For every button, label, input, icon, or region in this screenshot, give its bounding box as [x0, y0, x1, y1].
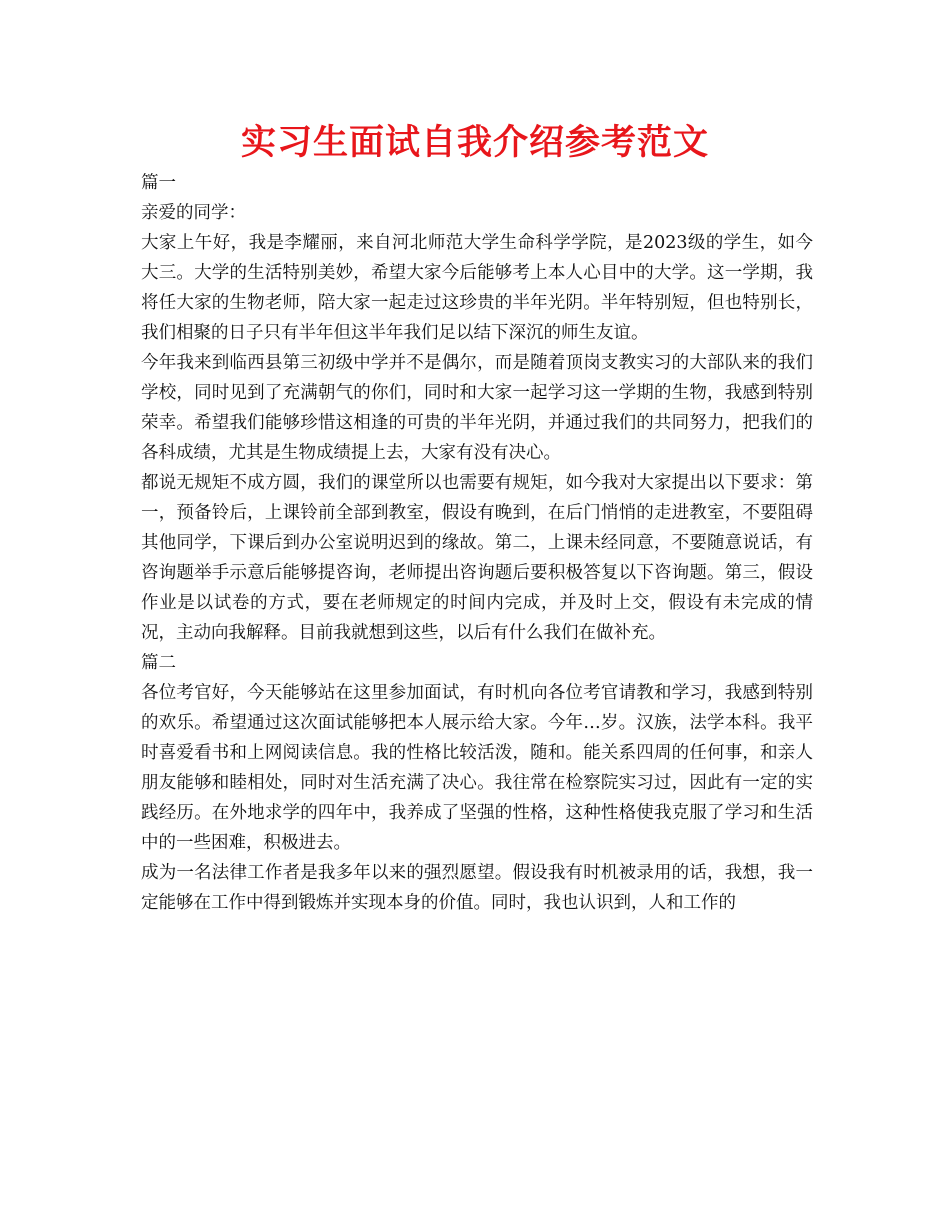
paragraph-arrival: 今年我来到临西县第三初级中学并不是偶尔，而是随着顶岗支教实习的大部队来的我们学校，同时见到了充满朝气的你们，同时和大家一起学习这一学期的生物，我感到特别荣幸。希望我们能够珍惜这相逢的可贵的半年光阴，并通过我们的共同努力，把我们的各科成绩，尤其是生物成绩提上去，大家有没有决心。: [141, 353, 813, 463]
salutation: 亲爱的同学：: [141, 203, 246, 223]
paragraph-rules: 都说无规矩不成方圆，我们的课堂所以也需要有规矩，如今我对大家提出以下要求：第一，预备铃后，上课铃前全部到教室，假设有晚到，在后门悄悄的走进教室，不要阻碍其他同学，下课后到办公室说明迟到的缘故。第二，上课未经同意，不要随意说话，有咨询题举手示意后能够提咨询，老师提出咨询题后要积极答复以下咨询题。第三，假设作业是以试卷的方式，要在老师规定的时间内完成，并及时上交，假设有未完成的情况，主动向我解释。目前我就想到这些，以后有什么我们在做补充。: [141, 473, 813, 643]
paragraph-interview-intro: 各位考官好，今天能够站在这里参加面试，有时机向各位考官请教和学习，我感到特别的欢乐。希望通过这次面试能够把本人展示给大家。今年…岁。汉族，法学本科。我平时喜爱看书和上网阅读信息。我的性格比较活泼，随和。能关系四周的任何事，和亲人朋友能够和睦相处，同时对生活充满了决心。我往常在检察院实习过，因此有一定的实践经历。在外地求学的四年中，我养成了坚强的性格，这种性格使我克服了学习和生活中的一些困难，积极进去。: [141, 683, 813, 853]
section-heading-1: 篇一: [141, 173, 176, 193]
section-heading-2: 篇二: [141, 653, 176, 673]
document-title: 实习生面试自我介绍参考范文: [240, 123, 709, 163]
document-body: [141, 168, 813, 918]
paragraph-intro: 大家上午好，我是李耀丽，来自河北师范大学生命科学学院，是2023级的学生，如今大三。大学的生活特别美妙，希望大家今后能够考上本人心目中的大学。这一学期，我将任大家的生物老师，陪大家一起走过这珍贵的半年光阴。半年特别短，但也特别长，我们相聚的日子只有半年但这半年我们足以结下深沉的师生友谊。: [141, 233, 813, 343]
paragraph-aspiration: 成为一名法律工作者是我多年以来的强烈愿望。假设我有时机被录用的话，我想，我一定能够在工作中得到锻炼并实现本身的价值。同时，我也认识到，人和工作的: [141, 863, 813, 913]
